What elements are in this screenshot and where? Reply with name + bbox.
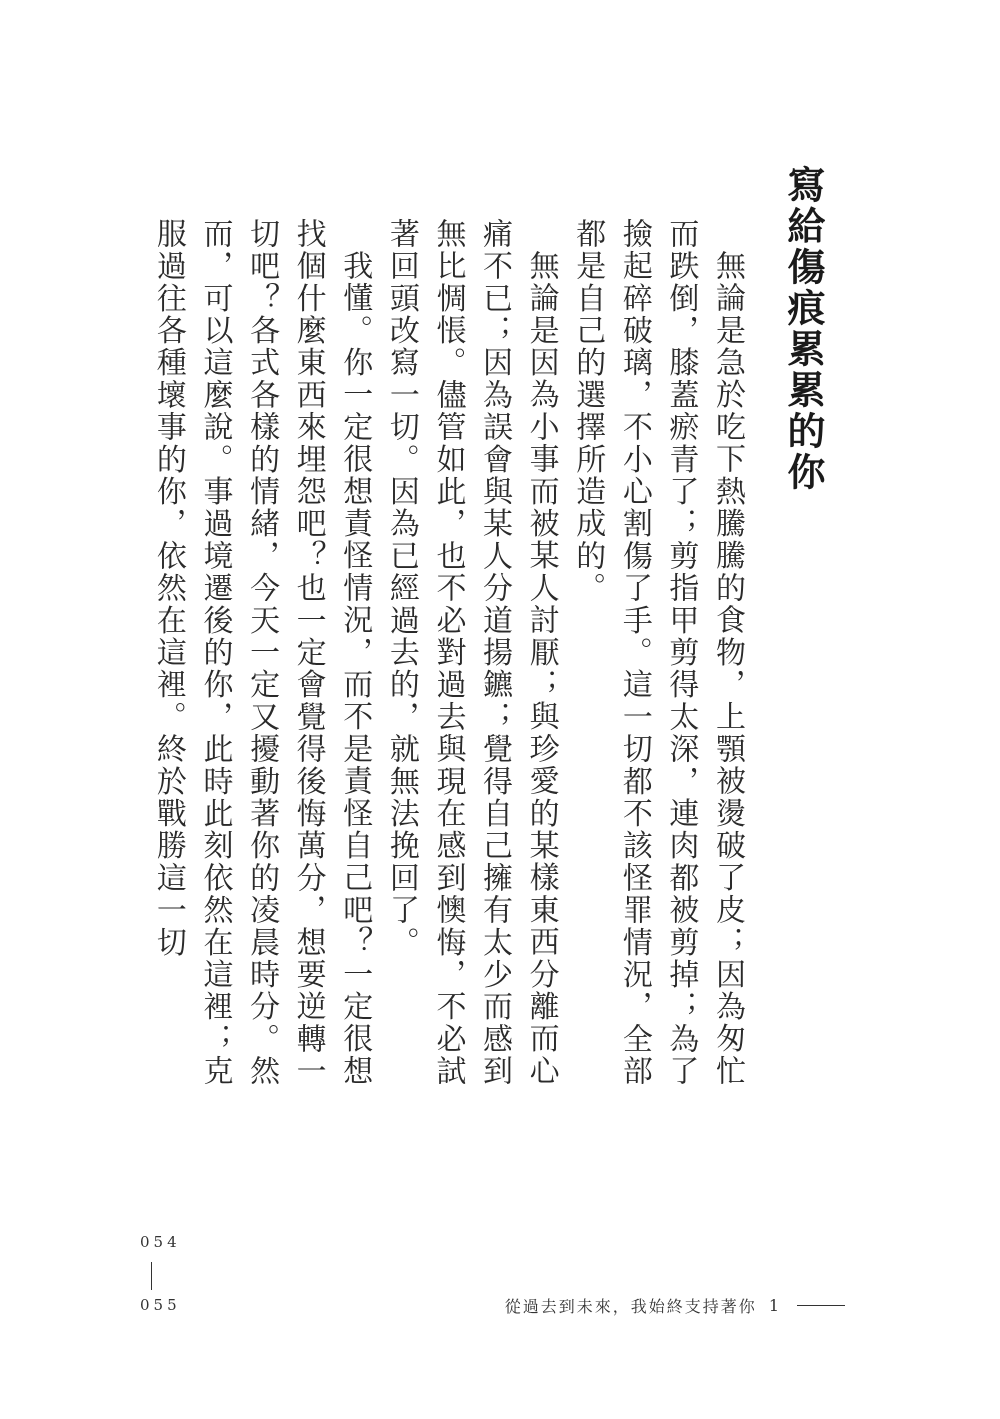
footer-chapter-number: 1 <box>768 1296 781 1315</box>
running-footer <box>505 1294 845 1317</box>
page-number-left: 054 <box>140 1233 181 1251</box>
paragraph-2: 無論是因為小事而被某人討厭；與珍愛的某樣東西分離而心痛不已；因為誤會與某人分道揚鑣；覺得自己擁有太少而感到無比惆悵。儘管如此，也不必對過去與現在感到懊悔，不必試著回頭改寫一切。因為已經過去的，就無法挽回了。 <box>383 218 559 1088</box>
paragraph-1: 無論是急於吃下熱騰騰的食物，上顎被燙破了皮；因為匆忙而跌倒，膝蓋瘀青了；剪指甲剪得太深，連肉都被剪掉；為了撿起碎破璃，不小心割傷了手。這一切都不該怪罪情況，全部都是自己的選擇所造成的。 <box>570 218 745 1088</box>
page-number-right: 055 <box>140 1296 181 1314</box>
footer-book-title: 從過去到未來，我始終支持著你 <box>504 1297 757 1316</box>
page-number-divider <box>151 1262 152 1290</box>
paragraph-3: 我懂。你一定很想責怪情況，而不是責怪自己吧？一定很想找個什麼東西來埋怨吧？也一定會覺得後悔萬分，想要逆轉一切吧？各式各樣的情緒，今天一定又擾動著你的凌晨時分。然而，可以這麼說。事過境遷後的你，此時此刻依然在這裡；克服過往各種壞事的你，依然在這裡。終於戰勝這一切 <box>150 218 373 1088</box>
chapter-title: 寫給傷痕累累的你 <box>781 165 826 493</box>
footer-rule <box>797 1305 845 1306</box>
body-text <box>140 218 750 1098</box>
